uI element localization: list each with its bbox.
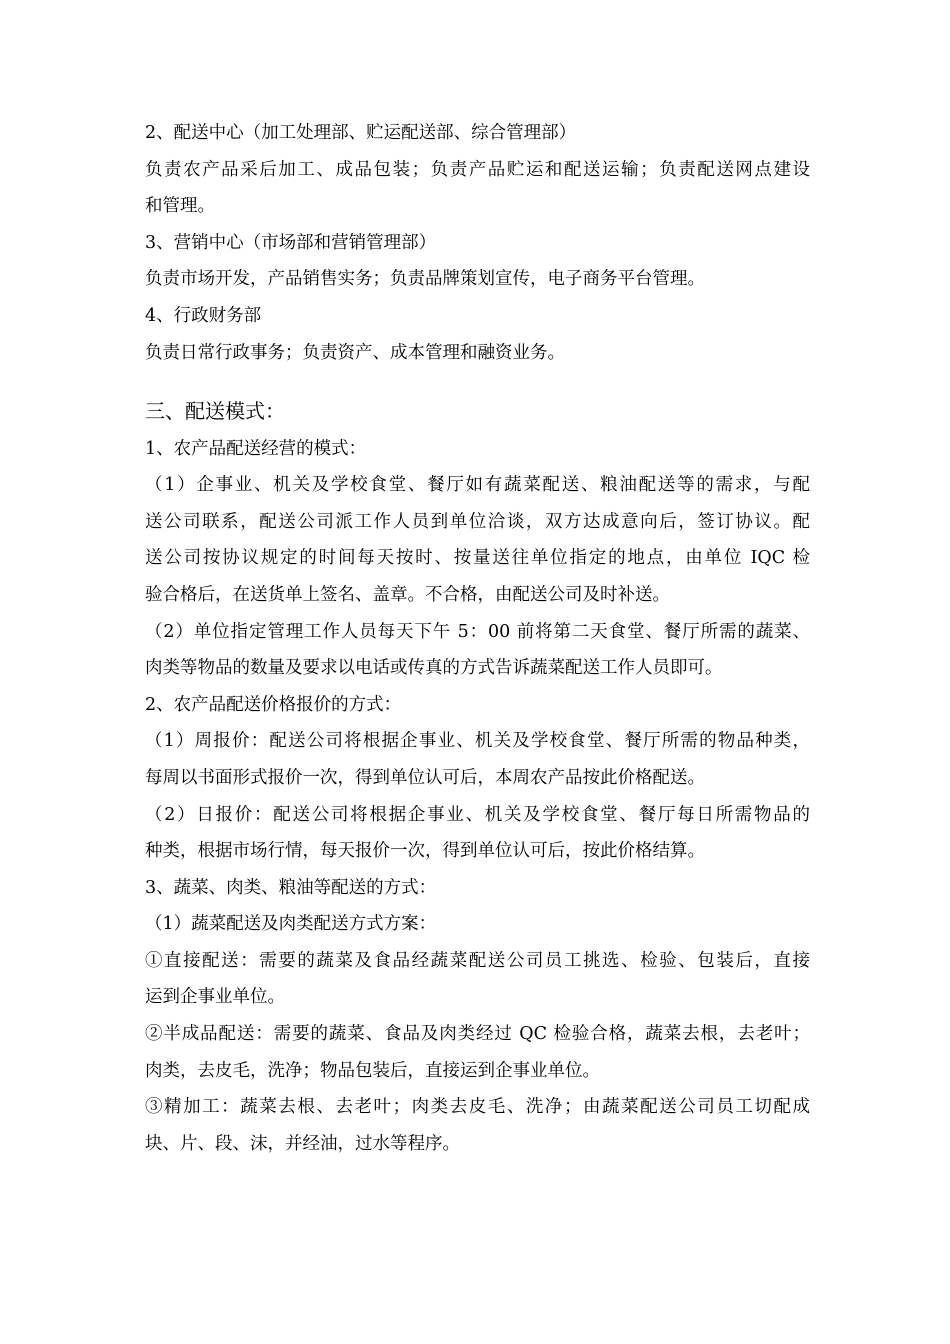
item2-p1-line-2: 每周以书面形式报价一次，得到单位认可后，本周农产品按此价格配送。	[145, 767, 705, 788]
item3-sub1: （1）蔬菜配送及肉类配送方式方案：	[145, 914, 437, 935]
item1-p1-line-4: 验合格后，在送货单上签名、盖章。不合格，由配送公司及时补送。	[145, 584, 670, 605]
item3-a-line-2: 运到企事业单位。	[145, 987, 285, 1008]
dept3-desc-line-1: 负责市场开发，产品销售实务；负责品牌策划宣传，电子商务平台管理。	[145, 269, 705, 290]
item2-p1-line-1: （1）周报价：配送公司将根据企事业、机关及学校食堂、餐厅所需的物品种类，	[145, 731, 810, 752]
item1-p2-line-1: （2）单位指定管理工作人员每天下午 5：00 前将第二天食堂、餐厅所需的蔬菜、	[145, 621, 810, 642]
item2-p2-line-2: 种类，根据市场行情，每天报价一次，得到单位认可后，按此价格结算。	[145, 841, 705, 862]
item1-p1-line-3: 送公司按协议规定的时间每天按时、按量送往单位指定的地点，由单位 IQC 检	[145, 548, 810, 569]
dept3-heading: 3、营销中心（市场部和营销管理部）	[145, 232, 437, 253]
item3-c-line-1: ③精加工：蔬菜去根、去老叶；肉类去皮毛、洗净；由蔬菜配送公司员工切配成	[145, 1097, 810, 1118]
item2-heading: 2、农产品配送价格报价的方式：	[145, 694, 402, 715]
item2-p2-line-1: （2）日报价：配送公司将根据企事业、机关及学校食堂、餐厅每日所需物品的	[145, 804, 810, 825]
item1-heading: 1、农产品配送经营的模式：	[145, 438, 367, 459]
document-page	[145, 118, 810, 1165]
dept2-desc-line-2: 和管理。	[145, 196, 215, 217]
item3-heading: 3、蔬菜、肉类、粮油等配送的方式：	[145, 877, 437, 898]
dept4-heading: 4、行政财务部	[145, 305, 262, 326]
item3-b-line-2: 肉类，去皮毛，洗净；物品包装后，直接运到企事业单位。	[145, 1060, 600, 1081]
item3-c-line-2: 块、片、段、沫，并经油，过水等程序。	[145, 1133, 460, 1154]
dept2-desc-line-1: 负责农产品采后加工、成品包装；负责产品贮运和配送运输；负责配送网点建设	[145, 159, 810, 180]
dept4-desc-line-1: 负责日常行政事务；负责资产、成本管理和融资业务。	[145, 342, 565, 363]
item1-p2-line-2: 肉类等物品的数量及要求以电话或传真的方式告诉蔬菜配送工作人员即可。	[145, 658, 723, 679]
item3-b-line-1: ②半成品配送：需要的蔬菜、食品及肉类经过 QC 检验合格，蔬菜去根，去老叶；	[145, 1024, 810, 1045]
item1-p1-line-1: （1）企事业、机关及学校食堂、餐厅如有蔬菜配送、粮油配送等的需求，与配	[145, 475, 810, 496]
dept2-heading: 2、配送中心（加工处理部、贮运配送部、综合管理部）	[145, 123, 577, 143]
section3-title: 三、配送模式：	[145, 398, 285, 423]
item1-p1-line-2: 送公司联系，配送公司派工作人员到单位洽谈，双方达成意向后，签订协议。配	[145, 511, 810, 532]
item3-a-line-1: ①直接配送：需要的蔬菜及食品经蔬菜配送公司员工挑选、检验、包装后，直接	[145, 950, 810, 971]
